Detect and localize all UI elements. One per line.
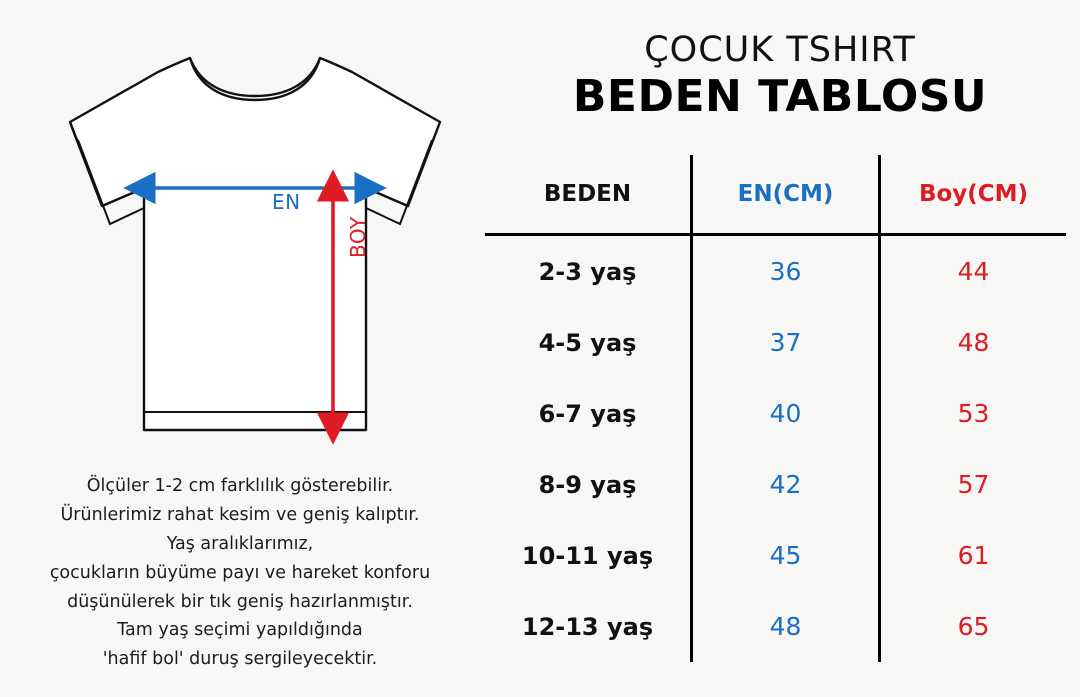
page-title [480,30,1080,123]
cell-height: 44 [880,235,1067,308]
note-line: Yaş aralıklarımız, [166,533,314,554]
cell-size: 8-9 yaş [538,470,637,499]
notes-block [20,472,460,674]
cell-width: 48 [692,591,880,662]
note-line: Tam yaş seçimi yapıldığında [117,620,363,641]
cell-height: 57 [880,449,1067,520]
cell-size: 6-7 yaş [538,399,637,428]
note-line: düşünülerek bir tık geniş hazırlanmıştır. [67,591,413,612]
table-row [485,307,1066,378]
cell-height: 65 [880,591,1067,662]
header-size: BEDEN [543,181,632,207]
cell-width: 42 [692,449,880,520]
cell-size: 12-13 yaş [521,612,654,641]
table-row [485,591,1066,662]
tshirt-diagram [40,30,470,460]
table-row [485,378,1066,449]
header-height: Boy(CM) [880,155,1067,235]
width-label: EN [272,190,301,214]
title-line-2: BEDEN TABLOSU [572,71,988,123]
table-panel [480,0,1080,697]
table-row [485,449,1066,520]
title-line-1: ÇOCUK TSHIRT [644,30,916,70]
note-line: Ürünlerimiz rahat kesim ve geniş kalıptır. [60,504,420,525]
cell-height: 53 [880,378,1067,449]
cell-size: 2-3 yaş [538,257,637,286]
note-line: Ölçüler 1-2 cm farklılık gösterebilir. [86,476,394,496]
table-row [485,235,1066,308]
note-line: çocukların büyüme payı ve hareket konforu [49,562,431,583]
note-line: 'hafif bol' duruş sergileyecektir. [102,649,378,670]
cell-width: 36 [692,235,880,308]
cell-height: 48 [880,307,1067,378]
cell-size: 4-5 yaş [538,328,637,357]
size-table [485,155,1066,662]
cell-width: 37 [692,307,880,378]
table-header-row [485,155,1066,235]
cell-height: 61 [880,520,1067,591]
height-label: BOY [346,216,370,258]
table-row [485,520,1066,591]
header-width: EN(CM) [692,155,880,235]
diagram-panel [0,0,480,697]
cell-width: 45 [692,520,880,591]
cell-width: 40 [692,378,880,449]
cell-size: 10-11 yaş [521,541,654,570]
tshirt-icon [40,30,470,460]
